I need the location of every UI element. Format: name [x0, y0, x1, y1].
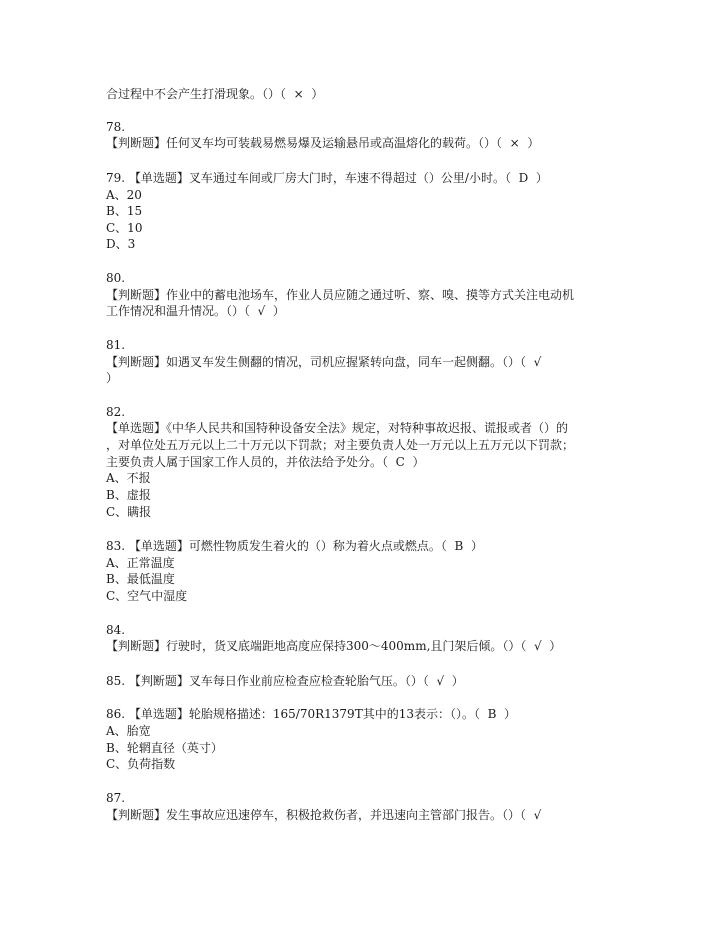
q82-text-line2: ，对单位处五万元以上二十万元以下罚款；对主要负责人处一万元以上五万元以下罚款； — [106, 438, 575, 452]
q86-text: 86. 【单选题】轮胎规格描述：165/70R1379T其中的13表示：（）。（ B ） — [106, 707, 517, 721]
q86-option-c: C、负荷指数 — [106, 757, 176, 771]
q84-number: 84. — [106, 623, 126, 637]
q80-text-line1: 【判断题】作业中的蓄电池场车，作业人员应随之通过听、察、嗅、摸等方式关注电动机 — [106, 288, 575, 302]
q78-text: 【判断题】任何叉车均可装载易燃易爆及运输悬吊或高温熔化的载荷。（）（ × ） — [106, 136, 540, 150]
q79-option-d: D、3 — [106, 237, 136, 251]
q87-number: 87. — [106, 791, 126, 805]
q86-option-a: A、胎宽 — [106, 724, 151, 738]
q79-option-b: B、15 — [106, 204, 143, 218]
q83-option-b: B、最低温度 — [106, 572, 175, 586]
q82-number: 82. — [106, 405, 126, 419]
q79-option-a: A、20 — [106, 188, 142, 202]
q79-text: 79. 【单选题】叉车通过车间或厂房大门时，车速不得超过（）公里/小时。（ D ） — [106, 171, 548, 185]
q82-text-line3: 主要负责人属于国家工作人员的，并依法给予处分。（ C ） — [106, 455, 425, 469]
q81-text-line2: ） — [106, 371, 119, 385]
q81-text-line1: 【判断题】如遇叉车发生侧翻的情况，司机应握紧转向盘，同车一起侧翻。（）（ √ — [106, 355, 542, 369]
q82-option-b: B、虚报 — [106, 488, 151, 502]
q82-option-c: C、瞒报 — [106, 505, 152, 519]
q83-option-c: C、空气中湿度 — [106, 589, 188, 603]
q82-option-a: A、不报 — [106, 471, 151, 485]
q78-number: 78. — [106, 120, 126, 134]
q82-text-line1: 【单选题】《中华人民共和国特种设备安全法》规定，对特种事故迟报、谎报或者（）的 — [106, 421, 569, 435]
q84-text: 【判断题】行驶时，货叉底端距地高度应保持300～400mm,且门架后倾。（）（ √ ） — [106, 639, 562, 653]
q77-tail: 合过程中不会产生打滑现象。（）（ × ） — [106, 87, 324, 101]
q79-option-c: C、10 — [106, 221, 143, 235]
q87-text: 【判断题】发生事故应迅速停车，积极抢救伤者，并迅速向主管部门报告。（）（ √ — [106, 808, 542, 822]
q81-number: 81. — [106, 338, 126, 352]
q80-number: 80. — [106, 271, 126, 285]
q83-text: 83. 【单选题】可燃性物质发生着火的（）称为着火点或燃点。（ B ） — [106, 539, 483, 553]
q85-text: 85. 【判断题】叉车每日作业前应检查应检查轮胎气压。（）（ √ ） — [106, 674, 464, 688]
q83-option-a: A、正常温度 — [106, 556, 175, 570]
q80-text-line2: 工作情况和温升情况。（）（ √ ） — [106, 304, 285, 318]
q86-option-b: B、轮辋直径（英寸） — [106, 741, 223, 755]
